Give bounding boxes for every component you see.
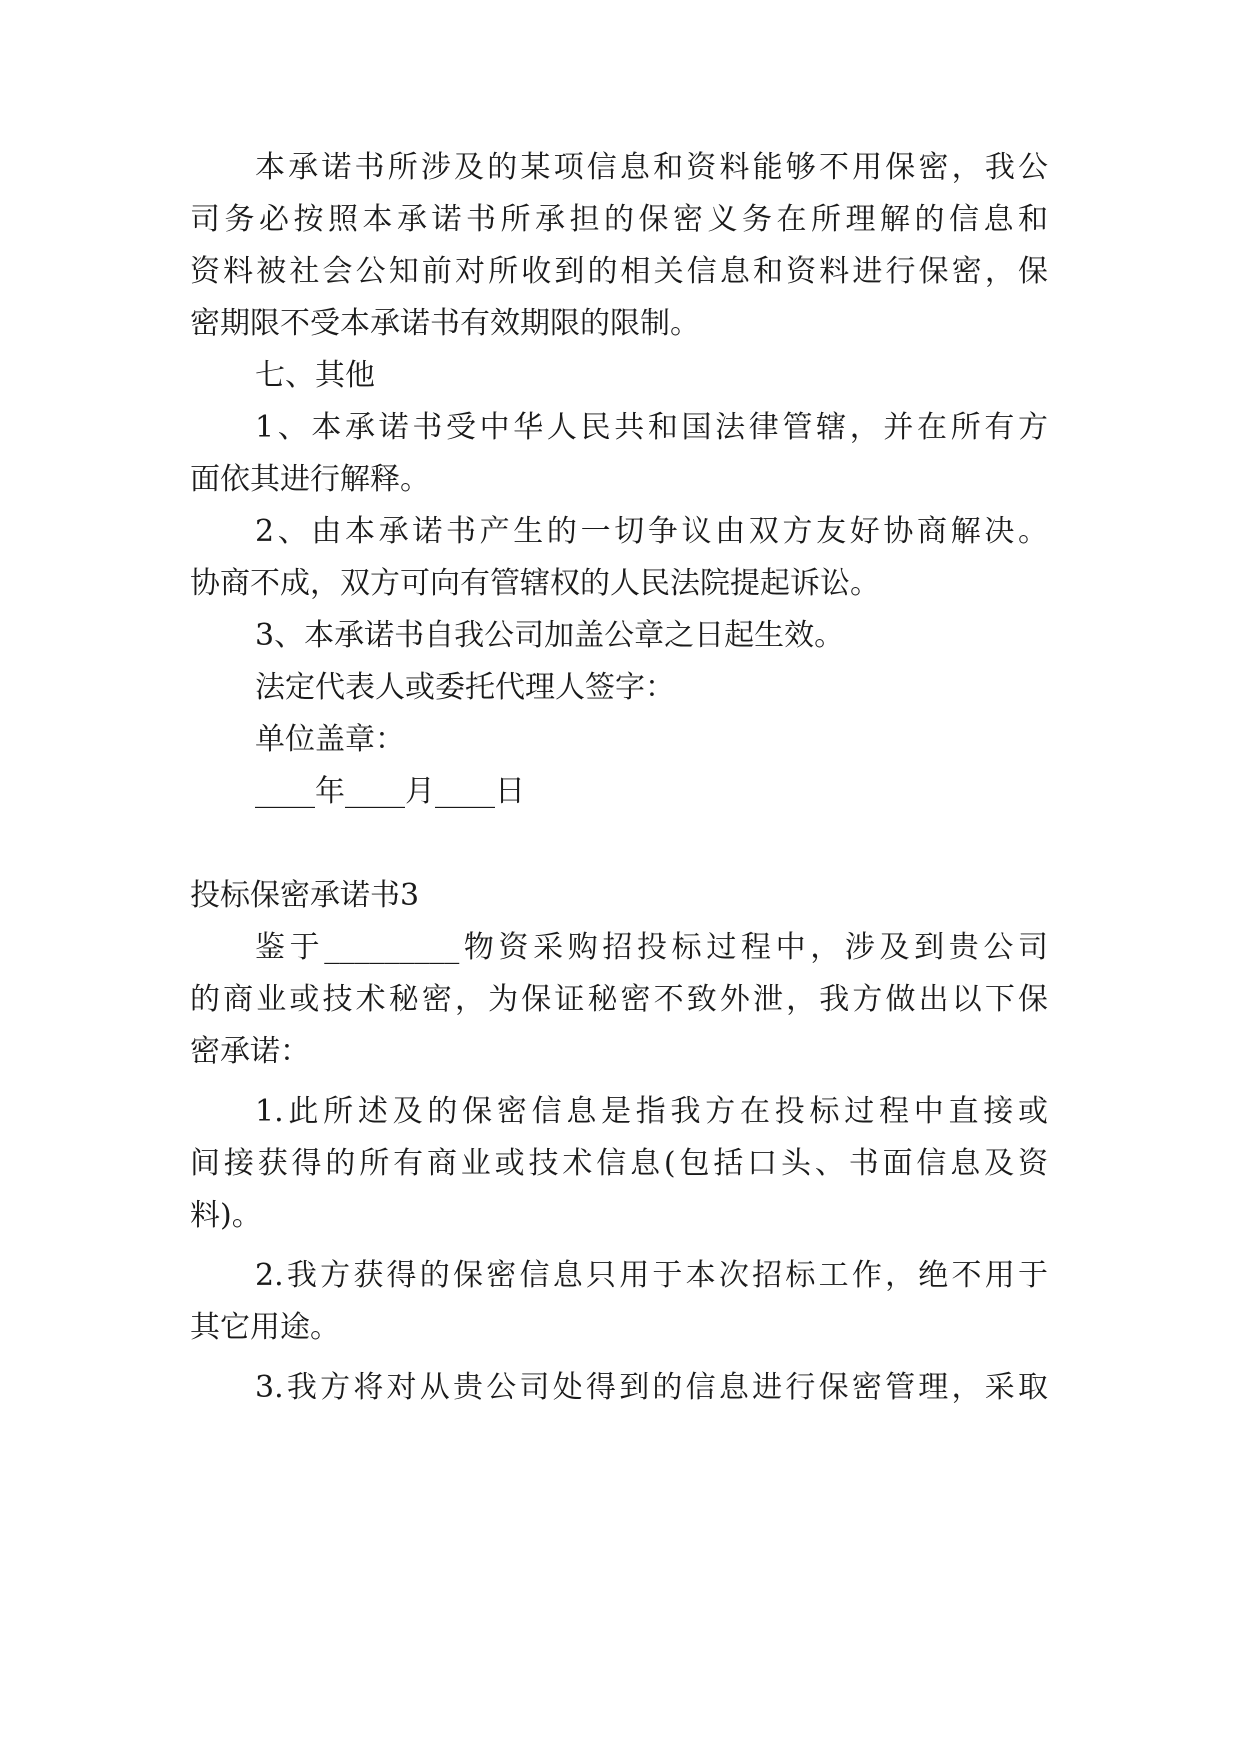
clause-3: 3、本承诺书自我公司加盖公章之日起生效。 bbox=[255, 618, 845, 653]
section-heading-other: 七、其他 bbox=[255, 358, 375, 393]
paragraph-line: 1.此所述及的保密信息是指我方在投标过程中直接或 bbox=[255, 1094, 1048, 1129]
seal-label: 单位盖章： bbox=[255, 722, 405, 757]
paragraph-line: 间接获得的所有商业或技术信息(包括口头、书面信息及资 bbox=[190, 1146, 1048, 1181]
paragraph-line: 资料被社会公知前对所收到的相关信息和资料进行保密，保 bbox=[190, 254, 1048, 289]
paragraph-line: 本承诺书所涉及的某项信息和资料能够不用保密，我公 bbox=[255, 150, 1048, 185]
paragraph-line: 密承诺： bbox=[190, 1034, 310, 1069]
signature-label: 法定代表人或委托代理人签字： bbox=[255, 670, 675, 705]
paragraph-line: 的商业或技术秘密，为保证秘密不致外泄，我方做出以下保 bbox=[190, 982, 1048, 1017]
paragraph-line: 协商不成，双方可向有管辖权的人民法院提起诉讼。 bbox=[190, 566, 880, 601]
paragraph-line: 鉴于_________物资采购招投标过程中，涉及到贵公司 bbox=[255, 930, 1048, 965]
paragraph-line: 面依其进行解释。 bbox=[190, 462, 430, 497]
paragraph-line: 3.我方将对从贵公司处得到的信息进行保密管理，采取 bbox=[255, 1370, 1048, 1405]
paragraph-line: 料)。 bbox=[190, 1198, 262, 1233]
paragraph-line: 其它用途。 bbox=[190, 1310, 340, 1345]
paragraph-line: 密期限不受本承诺书有效期限的限制。 bbox=[190, 306, 700, 341]
paragraph-line: 司务必按照本承诺书所承担的保密义务在所理解的信息和 bbox=[190, 202, 1048, 237]
paragraph-line: 1、本承诺书受中华人民共和国法律管辖，并在所有方 bbox=[255, 410, 1048, 445]
document-title: 投标保密承诺书3 bbox=[190, 878, 420, 913]
paragraph-line: 2、由本承诺书产生的一切争议由双方友好协商解决。 bbox=[255, 514, 1048, 549]
date-line: ____年____月____日 bbox=[255, 774, 525, 809]
paragraph-line: 2.我方获得的保密信息只用于本次招标工作，绝不用于 bbox=[255, 1258, 1048, 1293]
